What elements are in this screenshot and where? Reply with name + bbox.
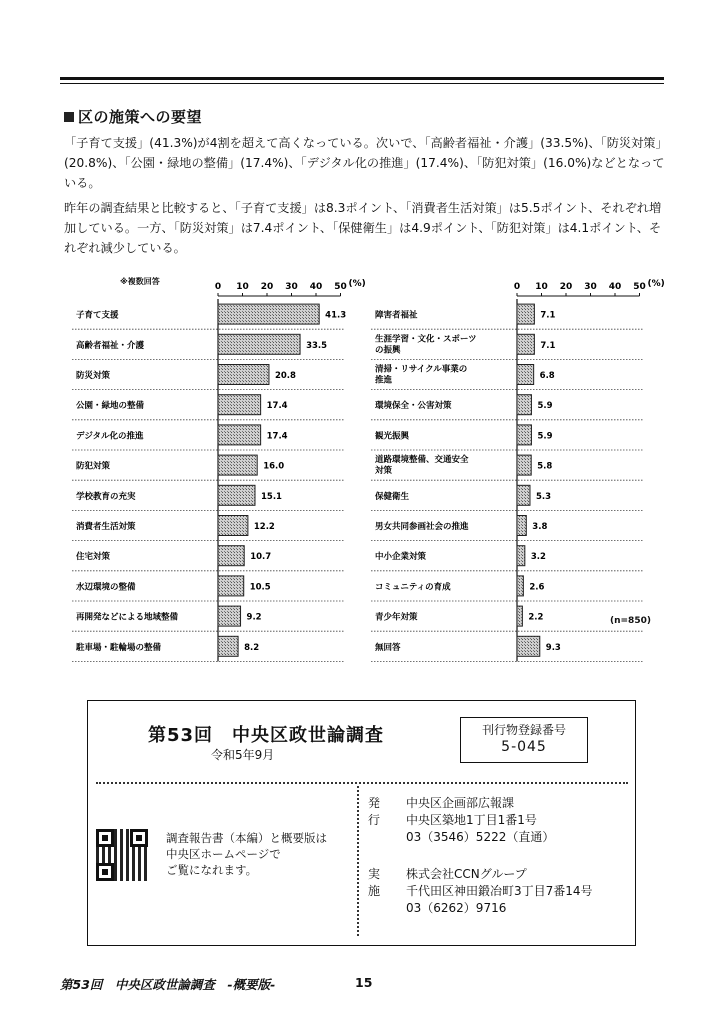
- publisher-label: 発行: [368, 796, 381, 827]
- category-label: デジタル化の推進: [76, 431, 144, 442]
- qr-text-line: 中央区ホームページで: [166, 847, 281, 861]
- registration-label: 刊行物登録番号: [481, 723, 566, 737]
- category-label: 障害者福祉: [375, 310, 418, 321]
- value-label: 10.5: [249, 582, 271, 593]
- conductor-phone: 03（6262）9716: [406, 901, 507, 915]
- footer-title: 第53回 中央区政世論調査 ‐概要版‐: [60, 977, 276, 992]
- tick-label: 50: [633, 282, 646, 292]
- unit-label: (%): [348, 279, 366, 289]
- value-label: 7.1: [540, 310, 556, 321]
- conductor-name: 株式会社CCNグループ: [406, 867, 527, 881]
- dotted-divider-horizontal: [96, 782, 628, 784]
- bar: [517, 334, 534, 354]
- category-label: 再開発などによる地域整備: [76, 612, 179, 623]
- dotted-divider-vertical: [357, 786, 359, 936]
- page-footer: [60, 975, 373, 993]
- value-label: 5.9: [537, 401, 553, 412]
- bar: [517, 425, 531, 445]
- section-title: 区の施策への要望: [78, 108, 203, 126]
- conductor-address: 千代田区神田鍛冶町3丁目7番14号: [406, 884, 593, 898]
- category-label: コミュニティの育成: [375, 582, 451, 593]
- bar: [517, 576, 523, 596]
- bar: [517, 395, 531, 415]
- tick-label: 30: [285, 282, 298, 292]
- qr-text-line: ご覧になれます。: [166, 863, 258, 877]
- value-label: 3.2: [530, 552, 546, 563]
- category-label: 清掃・リサイクル事業の: [375, 364, 468, 375]
- value-label: 7.1: [540, 340, 556, 351]
- category-label: 公園・緑地の整備: [76, 401, 145, 412]
- value-label: 5.9: [537, 431, 553, 442]
- survey-date: 令和5年9月: [211, 748, 275, 762]
- tick-label: 10: [236, 282, 249, 292]
- value-label: 16.0: [263, 461, 285, 472]
- value-label: 3.8: [532, 522, 548, 532]
- category-label: 学校教育の充実: [76, 491, 136, 502]
- category-label: 道路環境整備、交通安全: [375, 455, 469, 466]
- publisher-address: 中央区築地1丁目1番1号: [406, 813, 537, 827]
- category-label: 男女共同参画社会の推進: [375, 522, 469, 532]
- category-label: 子育て支援: [76, 310, 119, 321]
- bar: [517, 516, 526, 536]
- registration-number: 5-045: [501, 739, 547, 755]
- bar: [517, 546, 525, 566]
- tick-label: 10: [535, 282, 548, 292]
- bar: [218, 576, 244, 596]
- tick-label: 20: [559, 282, 573, 292]
- value-label: 6.8: [539, 371, 555, 381]
- bar: [218, 546, 244, 566]
- qr-code-icon[interactable]: [96, 829, 148, 881]
- publisher-name: 中央区企画部広報課: [406, 796, 515, 810]
- bar: [218, 516, 248, 536]
- category-label: 環境保全・公害対策: [375, 401, 452, 412]
- category-label: 高齢者福祉・介護: [76, 340, 145, 351]
- category-label: 保健衛生: [375, 491, 410, 502]
- value-label: 15.1: [260, 491, 282, 502]
- value-label: 2.6: [529, 582, 545, 593]
- bar: [517, 304, 534, 324]
- value-label: 9.3: [545, 642, 561, 653]
- bar: [517, 636, 540, 656]
- bar: [218, 636, 238, 656]
- multiple-answer-note: ※複数回答: [120, 277, 160, 286]
- category-label: 住宅対策: [76, 552, 111, 563]
- page-number: 15: [355, 975, 373, 990]
- category-label: 消費者生活対策: [76, 522, 136, 532]
- bar: [218, 304, 319, 324]
- category-label: 無回答: [375, 642, 401, 653]
- tick-label: 0: [513, 282, 521, 292]
- bar: [517, 606, 522, 626]
- qr-description: [166, 830, 327, 878]
- category-label: 防災対策: [76, 371, 111, 381]
- bar: [218, 485, 255, 505]
- qr-text-line: 調査報告書（本編）と概要版は: [166, 831, 327, 845]
- category-label: 水辺環境の整備: [76, 582, 136, 593]
- publisher-phone: 03（3546）5222（直通）: [406, 830, 555, 844]
- value-label: 12.2: [253, 522, 275, 532]
- category-label: 観光振興: [375, 431, 410, 442]
- value-label: 5.8: [537, 461, 553, 472]
- unit-label: (%): [647, 279, 665, 289]
- bar: [218, 606, 241, 626]
- category-label: 防犯対策: [76, 461, 111, 472]
- category-label: 駐車場・駐輪場の整備: [76, 642, 162, 653]
- registration-box: [460, 717, 588, 763]
- bar: [218, 365, 269, 385]
- category-label: 対策: [375, 466, 393, 477]
- value-label: 17.4: [266, 401, 288, 412]
- value-label: 5.3: [535, 491, 552, 502]
- summary-paragraph-1: 「子育て支援」(41.3%)が4割を超えて高くなっている。次いで、「高齢者福祉・介護」(33.5%)、「防災対策」(20.8%)、「公園・緑地の整備」(17.4%)、「デジタル化の推進」(17.4%)、「防犯対策」(16.0%)などとなっている。: [64, 136, 665, 190]
- bar: [218, 455, 257, 475]
- bar: [517, 455, 531, 475]
- category-label: 推進: [375, 375, 393, 386]
- bar: [218, 395, 261, 415]
- bar: [218, 334, 300, 354]
- value-label: 10.7: [250, 552, 272, 563]
- survey-title: 第53回 中央区政世論調査: [148, 725, 385, 746]
- tick-label: 40: [309, 282, 323, 292]
- category-label: 中小企業対策: [375, 552, 427, 563]
- bar: [218, 425, 261, 445]
- value-label: 41.3: [325, 310, 347, 321]
- tick-label: 30: [584, 282, 597, 292]
- tick-label: 40: [608, 282, 622, 292]
- category-label: 生涯学習・文化・スポーツ: [375, 334, 477, 345]
- conductor-label: 実施: [368, 867, 381, 898]
- sample-size-note: (n=850): [610, 616, 651, 626]
- value-label: 8.2: [244, 642, 260, 653]
- value-label: 33.5: [306, 340, 328, 351]
- value-label: 9.2: [246, 612, 262, 623]
- category-label: の振興: [375, 345, 401, 356]
- tick-label: 0: [214, 282, 222, 292]
- value-label: 17.4: [266, 431, 288, 442]
- summary-paragraph-2: 昨年の調査結果と比較すると、「子育て支援」は8.3ポイント、「消費者生活対策」は5.5ポイント、それぞれ増加している。一方、「防災対策」は7.4ポイント、「保健衛生」は4.9ポイント、「防犯対策」は4.1ポイント、それぞれ減少している。: [64, 201, 662, 255]
- category-label: 青少年対策: [375, 612, 418, 623]
- bar: [517, 485, 530, 505]
- tick-label: 50: [334, 282, 347, 292]
- value-label: 2.2: [528, 612, 544, 623]
- tick-label: 20: [260, 282, 274, 292]
- value-label: 20.8: [274, 371, 296, 381]
- bar: [517, 365, 534, 385]
